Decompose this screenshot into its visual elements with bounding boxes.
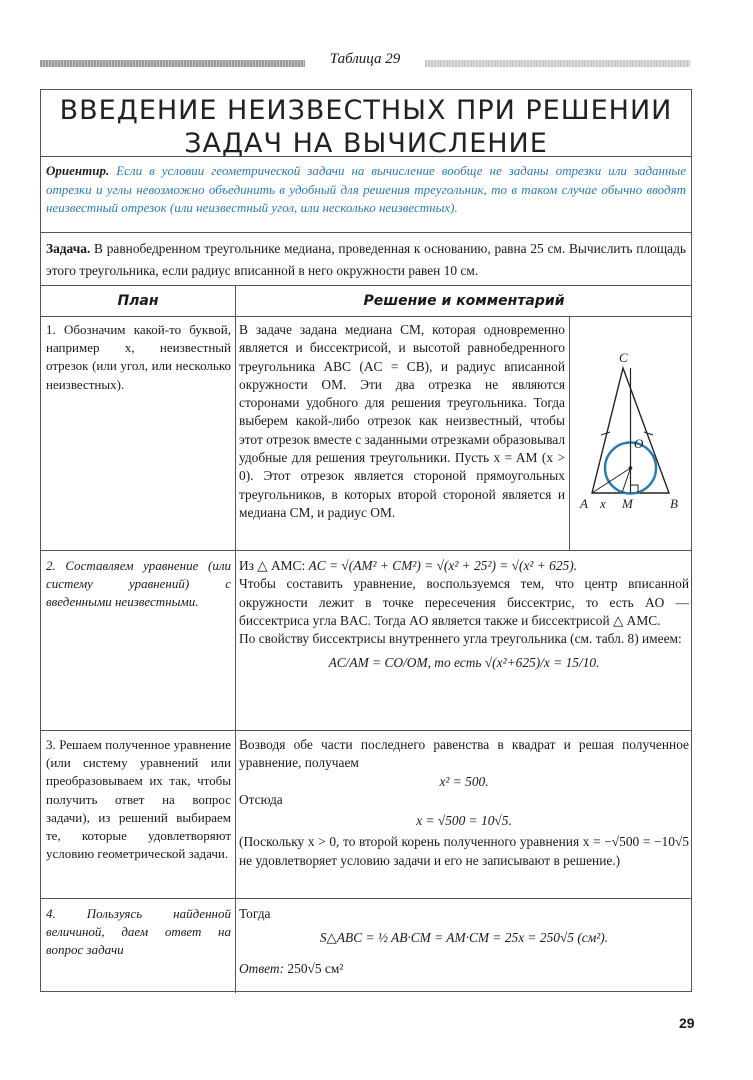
title-line-2: ЗАДАЧ НА ВЫЧИСЛЕНИЕ <box>184 128 548 159</box>
triangle-figure <box>570 320 692 548</box>
plan-step-1: 1. Обозначим какой-то буквой, например x, неизвестный отрезок (или угол, или несколько неизвестных). <box>46 322 231 392</box>
label-c: C <box>619 350 628 365</box>
label-b: B <box>670 496 678 511</box>
solution-3-eq2: x = √500 = 10√5. <box>416 813 512 829</box>
orientir-text: Если в условии геометрической задачи на вычисление вообще не заданы отрезки или заданные отрезки и углы невозможно объединить в удобный для решения треугольник, то в таком случае обычно вводят неизвестный отрезок (или неизвестный угол, или несколько неизвестных). <box>46 163 687 215</box>
divider <box>41 730 691 731</box>
column-divider <box>235 285 236 993</box>
solution-3-note: (Поскольку x > 0, то второй корень полученного уравнения x = −√500 = −10√5 не удовлетворяет условию задачи и его не записывают в решение.) <box>239 834 689 868</box>
answer-label: Ответ: <box>239 960 285 976</box>
label-o: O <box>634 436 644 451</box>
title-line-1: ВВЕДЕНИЕ НЕИЗВЕСТНЫХ ПРИ РЕШЕНИИ <box>59 95 673 126</box>
divider <box>41 156 691 157</box>
task-block <box>46 238 686 282</box>
solution-step-2 <box>239 557 689 673</box>
label-m: M <box>622 496 633 511</box>
solution-step-1: В задаче задана медиана CM, которая одновременно является и биссектрисой, и высотой равнобедренного треугольника ABC (AC = CB), и радиус вписанной окружности OM. Эти два отрезка не являются сторонами удобного для решения треугольника. Тогда выберем какой-либо отрезок как неизвестный, чтобы этот отрезок вместе с заданными отрезками образовывал удобные для решения треугольники. Пусть x = AM (x > 0). Этот отрезок является стороной прямоугольных треугольников, в которых второй стороной является и медиана CM, и радиус OM. <box>239 322 565 520</box>
label-x: x <box>600 496 606 511</box>
table-label: Таблица 29 <box>329 51 401 67</box>
orientir-block <box>46 162 686 218</box>
page-number: 29 <box>679 1015 695 1031</box>
plan-step-4: 4. Пользуясь найденной величиной, даем ответ на вопрос задачи <box>46 906 231 958</box>
plan-step-3: 3. Решаем полученное уравнение (или систему уравнений или преобразовываем их так, чтобы получить ответ на вопрос задачи), из решений выбираем те, которые удовлетворяют условию геометрической задачи. <box>46 737 231 862</box>
solution-2-intro: Из △ AMC: <box>239 558 306 573</box>
divider <box>41 898 691 899</box>
page-title <box>41 94 691 160</box>
solution-3-text: Возводя обе части последнего равенства в квадрат и решая полученное уравнение, получаем <box>239 737 689 771</box>
answer-line <box>239 960 689 978</box>
solution-step-4 <box>239 905 689 978</box>
divider <box>41 232 691 233</box>
divider <box>41 550 691 551</box>
column-header-solution: Решение и комментарий <box>363 293 565 309</box>
task-label: Задача. <box>46 241 91 256</box>
column-header-plan: План <box>117 293 159 309</box>
answer-value: 250√5 см² <box>287 960 344 976</box>
divider <box>41 285 691 286</box>
label-a: A <box>580 496 588 511</box>
solution-2-text: Чтобы составить уравнение, воспользуемся тем, что центр вписанной окружности лежит в точке пересечения биссектрис, то есть AO — биссектриса угла BAC. Тогда AO является также и биссектрисой △ AMC. <box>239 576 689 628</box>
orientir-label: Ориентир. <box>46 163 110 178</box>
solution-3-otsyuda: Отсюда <box>239 791 283 807</box>
solution-2-formula: AC = √(AM² + CM²) = √(x² + 25²) = √(x² + 625). <box>308 558 578 573</box>
header-stripe-left <box>40 60 305 67</box>
solution-step-3 <box>239 736 689 870</box>
solution-2-text2: По свойству биссектрисы внутреннего угла треугольника (см. табл. 8) имеем: <box>239 631 682 647</box>
solution-4-eq: S△ABC = ½ AB·CM = AM·CM = 25x = 250√5 (см²). <box>319 930 609 946</box>
table-frame <box>40 89 692 992</box>
solution-2-formula-line <box>239 557 689 575</box>
solution-3-eq1: x² = 500. <box>439 773 489 789</box>
task-text: В равнобедренном треугольнике медиана, проведенная к основанию, равна 25 см. Вычислить площадь этого треугольника, если радиус вписанной в него окружности равен 10 см. <box>46 241 686 278</box>
divider <box>41 316 691 317</box>
plan-step-2: 2. Составляем уравнение (или систему уравнений) с введенными неизвестными. <box>46 558 231 610</box>
solution-4-togda: Тогда <box>239 906 271 921</box>
solution-2-equation: AC/AM = CO/OM, то есть √(x²+625)/x = 15/10. <box>328 655 600 671</box>
header-stripe-right <box>425 60 690 67</box>
